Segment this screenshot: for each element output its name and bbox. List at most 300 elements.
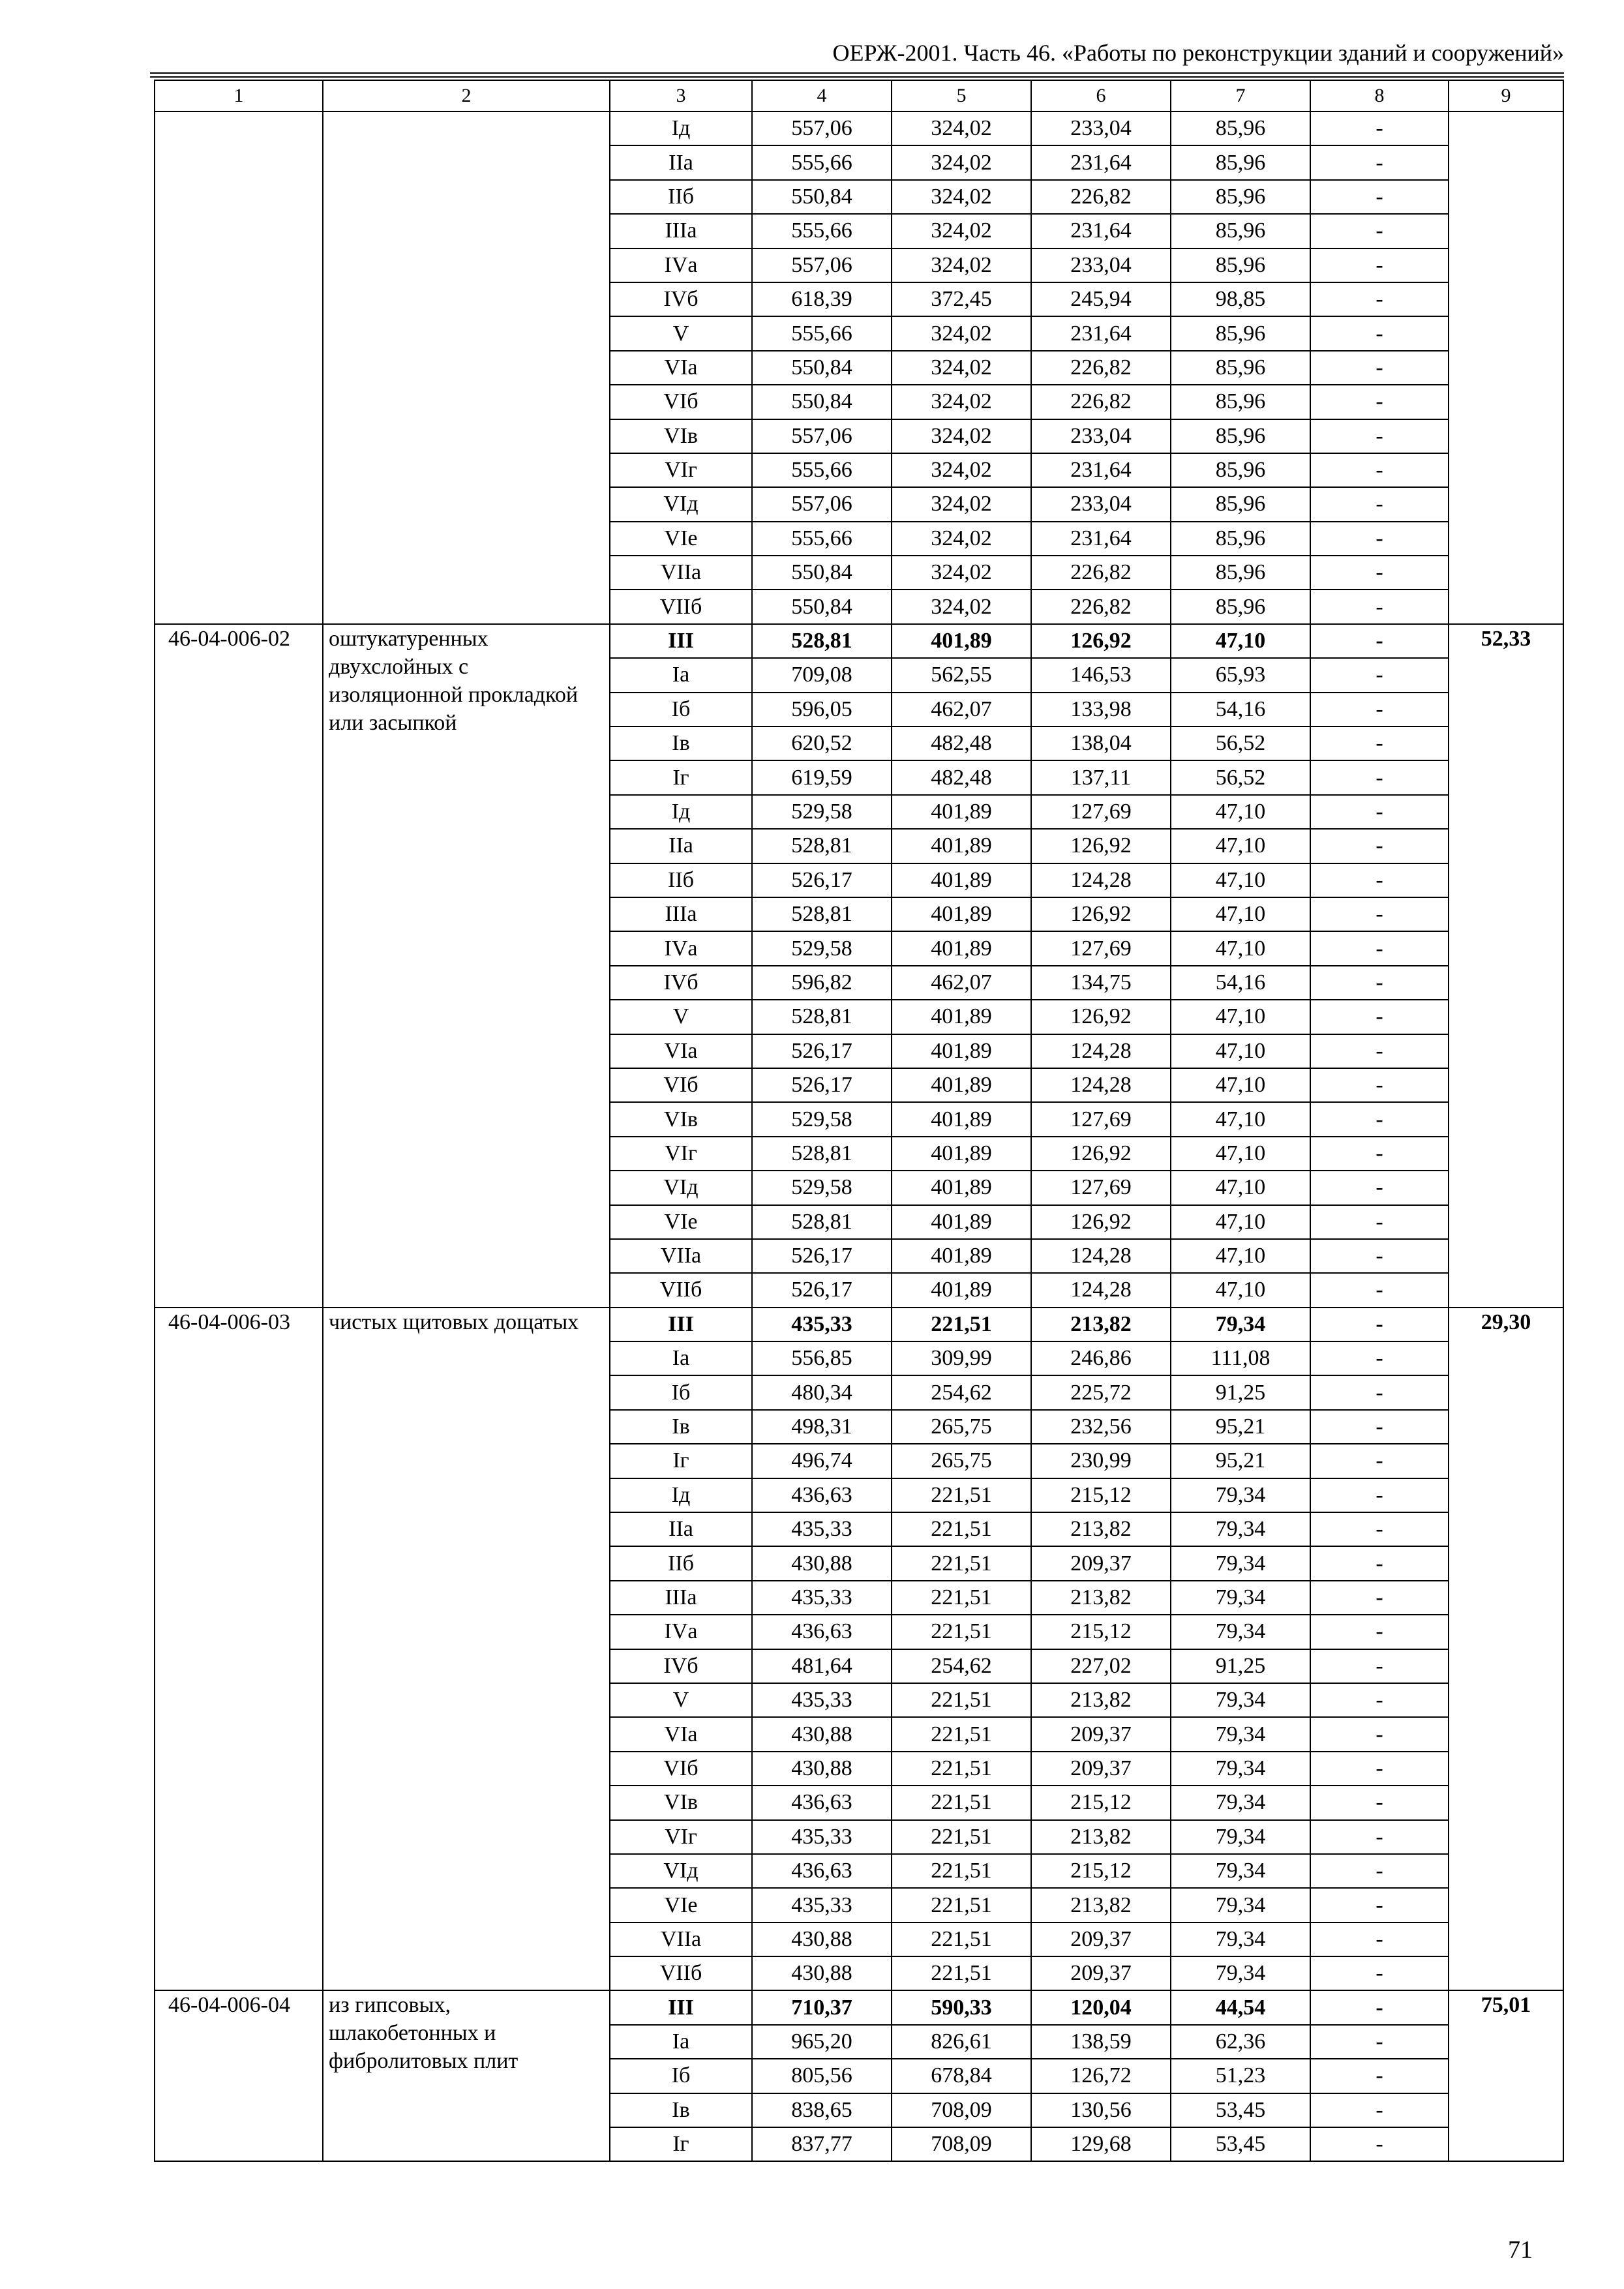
wages: 324,02 xyxy=(892,590,1031,623)
materials: - xyxy=(1310,1375,1449,1409)
machine-cost: 126,92 xyxy=(1031,1000,1171,1034)
wages: 265,75 xyxy=(892,1410,1031,1444)
machinist-wages: 98,85 xyxy=(1171,282,1310,316)
machinist-wages: 85,96 xyxy=(1171,419,1310,453)
zone-code: VIб xyxy=(610,385,752,419)
zone-code: IIа xyxy=(610,829,752,863)
machinist-wages: 79,34 xyxy=(1171,1615,1310,1649)
wages: 324,02 xyxy=(892,316,1031,350)
zone-code: Iд xyxy=(610,1478,752,1512)
zone-code: VIа xyxy=(610,1717,752,1751)
wages: 678,84 xyxy=(892,2059,1031,2093)
total-cost: 435,33 xyxy=(752,1581,892,1615)
column-number: 4 xyxy=(752,80,892,112)
machine-cost: 245,94 xyxy=(1031,282,1171,316)
machinist-wages: 47,10 xyxy=(1171,829,1310,863)
materials: - xyxy=(1310,282,1449,316)
zone-code: Iг xyxy=(610,2127,752,2161)
zone-code: Iв xyxy=(610,2093,752,2127)
machinist-wages: 53,45 xyxy=(1171,2093,1310,2127)
zone-code: IIб xyxy=(610,180,752,214)
machinist-wages: 85,96 xyxy=(1171,351,1310,385)
materials: - xyxy=(1310,897,1449,931)
total-cost: 430,88 xyxy=(752,1546,892,1580)
wages: 221,51 xyxy=(892,1888,1031,1922)
machinist-wages: 56,52 xyxy=(1171,760,1310,794)
total-cost: 436,63 xyxy=(752,1786,892,1819)
machine-cost: 126,92 xyxy=(1031,897,1171,931)
wages: 401,89 xyxy=(892,1102,1031,1136)
machine-cost: 124,28 xyxy=(1031,1273,1171,1307)
wages: 482,48 xyxy=(892,760,1031,794)
machine-cost: 213,82 xyxy=(1031,1820,1171,1854)
total-cost: 480,34 xyxy=(752,1375,892,1409)
materials: - xyxy=(1310,145,1449,179)
materials: - xyxy=(1310,1956,1449,1990)
wages: 324,02 xyxy=(892,248,1031,282)
machinist-wages: 85,96 xyxy=(1171,248,1310,282)
zone-code: VIа xyxy=(610,351,752,385)
machinist-wages: 79,34 xyxy=(1171,1478,1310,1512)
wages: 401,89 xyxy=(892,829,1031,863)
materials: - xyxy=(1310,1273,1449,1307)
wages: 401,89 xyxy=(892,624,1031,658)
machinist-wages: 85,96 xyxy=(1171,385,1310,419)
machine-cost: 146,53 xyxy=(1031,658,1171,692)
wages: 462,07 xyxy=(892,693,1031,726)
machinist-wages: 53,45 xyxy=(1171,2127,1310,2161)
machine-cost: 120,04 xyxy=(1031,1990,1171,2024)
machinist-wages: 85,96 xyxy=(1171,556,1310,590)
wages: 401,89 xyxy=(892,1239,1031,1273)
zone-code: VIIб xyxy=(610,590,752,623)
machine-cost: 124,28 xyxy=(1031,1034,1171,1068)
zone-code: Iб xyxy=(610,693,752,726)
machine-cost: 209,37 xyxy=(1031,1752,1171,1786)
total-cost: 550,84 xyxy=(752,590,892,623)
materials: - xyxy=(1310,590,1449,623)
wages: 221,51 xyxy=(892,1717,1031,1751)
machinist-wages: 47,10 xyxy=(1171,897,1310,931)
machinist-wages: 85,96 xyxy=(1171,214,1310,248)
machinist-wages: 111,08 xyxy=(1171,1341,1310,1375)
machine-cost: 231,64 xyxy=(1031,316,1171,350)
wages: 590,33 xyxy=(892,1990,1031,2024)
materials: - xyxy=(1310,693,1449,726)
wages: 562,55 xyxy=(892,658,1031,692)
zone-code: VIа xyxy=(610,1034,752,1068)
wages: 401,89 xyxy=(892,1068,1031,1102)
zone-code: VIв xyxy=(610,1786,752,1819)
machine-cost: 227,02 xyxy=(1031,1649,1171,1683)
item-name xyxy=(323,112,610,624)
zone-code: IIб xyxy=(610,863,752,897)
total-cost: 526,17 xyxy=(752,1068,892,1102)
zone-code: Iа xyxy=(610,658,752,692)
total-cost: 528,81 xyxy=(752,829,892,863)
total-cost: 430,88 xyxy=(752,1717,892,1751)
wages: 265,75 xyxy=(892,1444,1031,1478)
zone-code: VIе xyxy=(610,1888,752,1922)
column-number: 8 xyxy=(1310,80,1449,112)
machine-cost: 126,92 xyxy=(1031,1205,1171,1239)
total-cost: 498,31 xyxy=(752,1410,892,1444)
total-cost: 618,39 xyxy=(752,282,892,316)
total-cost: 550,84 xyxy=(752,180,892,214)
machinist-wages: 47,10 xyxy=(1171,795,1310,829)
machine-cost: 126,72 xyxy=(1031,2059,1171,2093)
zone-code: IIб xyxy=(610,1546,752,1580)
machinist-wages: 79,34 xyxy=(1171,1888,1310,1922)
machine-cost: 226,82 xyxy=(1031,590,1171,623)
wages: 324,02 xyxy=(892,145,1031,179)
wages: 221,51 xyxy=(892,1922,1031,1956)
machine-cost: 209,37 xyxy=(1031,1546,1171,1580)
labor-cost: 29,30 xyxy=(1449,1308,1563,1991)
item-name: чистых щитовых дощатых xyxy=(323,1308,610,1991)
machinist-wages: 56,52 xyxy=(1171,726,1310,760)
machine-cost: 232,56 xyxy=(1031,1410,1171,1444)
materials: - xyxy=(1310,1000,1449,1034)
page-header-title: ОЕРЖ-2001. Часть 46. «Работы по реконструкции зданий и сооружений» xyxy=(832,40,1564,66)
machinist-wages: 79,34 xyxy=(1171,1581,1310,1615)
zone-code: IVб xyxy=(610,1649,752,1683)
wages: 401,89 xyxy=(892,897,1031,931)
item-name: из гипсовых, шлакобетонных и фибролитовых плит xyxy=(323,1990,610,2161)
wages: 324,02 xyxy=(892,351,1031,385)
materials: - xyxy=(1310,1478,1449,1512)
machinist-wages: 47,10 xyxy=(1171,863,1310,897)
machine-cost: 215,12 xyxy=(1031,1478,1171,1512)
machine-cost: 213,82 xyxy=(1031,1888,1171,1922)
machinist-wages: 79,34 xyxy=(1171,1854,1310,1888)
materials: - xyxy=(1310,1239,1449,1273)
machinist-wages: 79,34 xyxy=(1171,1717,1310,1751)
total-cost: 555,66 xyxy=(752,214,892,248)
zone-code: VIе xyxy=(610,522,752,556)
total-cost: 435,33 xyxy=(752,1308,892,1341)
zone-code: IVб xyxy=(610,966,752,1000)
total-cost: 435,33 xyxy=(752,1512,892,1546)
wages: 309,99 xyxy=(892,1341,1031,1375)
materials: - xyxy=(1310,1137,1449,1171)
machine-cost: 246,86 xyxy=(1031,1341,1171,1375)
item-code: 46-04-006-04 xyxy=(155,1990,323,2161)
column-number: 5 xyxy=(892,80,1031,112)
table-row xyxy=(155,1990,1563,2024)
machine-cost: 233,04 xyxy=(1031,419,1171,453)
total-cost: 528,81 xyxy=(752,897,892,931)
wages: 221,51 xyxy=(892,1615,1031,1649)
total-cost: 436,63 xyxy=(752,1615,892,1649)
machinist-wages: 85,96 xyxy=(1171,522,1310,556)
machinist-wages: 79,34 xyxy=(1171,1956,1310,1990)
total-cost: 838,65 xyxy=(752,2093,892,2127)
total-cost: 837,77 xyxy=(752,2127,892,2161)
machinist-wages: 62,36 xyxy=(1171,2025,1310,2059)
machinist-wages: 91,25 xyxy=(1171,1649,1310,1683)
zone-code: VIIа xyxy=(610,1239,752,1273)
price-table xyxy=(154,80,1564,2162)
zone-code: Iд xyxy=(610,795,752,829)
materials: - xyxy=(1310,1308,1449,1341)
table-row xyxy=(155,112,1563,145)
wages: 401,89 xyxy=(892,1000,1031,1034)
machine-cost: 124,28 xyxy=(1031,863,1171,897)
machinist-wages: 85,96 xyxy=(1171,180,1310,214)
zone-code: III xyxy=(610,1990,752,2024)
labor-cost: 52,33 xyxy=(1449,624,1563,1308)
machinist-wages: 47,10 xyxy=(1171,1239,1310,1273)
machine-cost: 233,04 xyxy=(1031,248,1171,282)
zone-code: Iг xyxy=(610,760,752,794)
wages: 826,61 xyxy=(892,2025,1031,2059)
materials: - xyxy=(1310,1546,1449,1580)
total-cost: 557,06 xyxy=(752,248,892,282)
total-cost: 557,06 xyxy=(752,419,892,453)
total-cost: 596,82 xyxy=(752,966,892,1000)
machinist-wages: 44,54 xyxy=(1171,1990,1310,2024)
wages: 221,51 xyxy=(892,1956,1031,1990)
machinist-wages: 47,10 xyxy=(1171,1171,1310,1204)
column-number-row xyxy=(155,80,1563,112)
zone-code: IIа xyxy=(610,145,752,179)
zone-code: IIIа xyxy=(610,214,752,248)
materials: - xyxy=(1310,2059,1449,2093)
machinist-wages: 54,16 xyxy=(1171,966,1310,1000)
zone-code: III xyxy=(610,1308,752,1341)
wages: 401,89 xyxy=(892,795,1031,829)
materials: - xyxy=(1310,453,1449,487)
wages: 401,89 xyxy=(892,1205,1031,1239)
column-number: 9 xyxy=(1449,80,1563,112)
machinist-wages: 85,96 xyxy=(1171,112,1310,145)
materials: - xyxy=(1310,1820,1449,1854)
machinist-wages: 47,10 xyxy=(1171,1102,1310,1136)
wages: 221,51 xyxy=(892,1820,1031,1854)
machine-cost: 209,37 xyxy=(1031,1717,1171,1751)
total-cost: 965,20 xyxy=(752,2025,892,2059)
zone-code: VIIб xyxy=(610,1273,752,1307)
total-cost: 620,52 xyxy=(752,726,892,760)
column-number: 1 xyxy=(155,80,323,112)
total-cost: 555,66 xyxy=(752,316,892,350)
total-cost: 555,66 xyxy=(752,453,892,487)
materials: - xyxy=(1310,1444,1449,1478)
machinist-wages: 95,21 xyxy=(1171,1444,1310,1478)
materials: - xyxy=(1310,1341,1449,1375)
zone-code: VIг xyxy=(610,453,752,487)
machine-cost: 231,64 xyxy=(1031,522,1171,556)
machinist-wages: 47,10 xyxy=(1171,931,1310,965)
column-number: 2 xyxy=(323,80,610,112)
zone-code: VIг xyxy=(610,1137,752,1171)
wages: 324,02 xyxy=(892,419,1031,453)
materials: - xyxy=(1310,1034,1449,1068)
total-cost: 526,17 xyxy=(752,1239,892,1273)
machinist-wages: 65,93 xyxy=(1171,658,1310,692)
zone-code: VIд xyxy=(610,1854,752,1888)
machinist-wages: 79,34 xyxy=(1171,1786,1310,1819)
zone-code: V xyxy=(610,1000,752,1034)
machine-cost: 213,82 xyxy=(1031,1308,1171,1341)
machine-cost: 130,56 xyxy=(1031,2093,1171,2127)
machine-cost: 233,04 xyxy=(1031,112,1171,145)
materials: - xyxy=(1310,1512,1449,1546)
zone-code: VIв xyxy=(610,1102,752,1136)
zone-code: Iб xyxy=(610,1375,752,1409)
zone-code: VIд xyxy=(610,487,752,521)
materials: - xyxy=(1310,1102,1449,1136)
machine-cost: 226,82 xyxy=(1031,180,1171,214)
materials: - xyxy=(1310,658,1449,692)
zone-code: VIIб xyxy=(610,1956,752,1990)
labor-cost xyxy=(1449,112,1563,624)
zone-code: VIд xyxy=(610,1171,752,1204)
total-cost: 619,59 xyxy=(752,760,892,794)
zone-code: VIIа xyxy=(610,556,752,590)
zone-code: VIг xyxy=(610,1820,752,1854)
machine-cost: 124,28 xyxy=(1031,1239,1171,1273)
zone-code: III xyxy=(610,624,752,658)
total-cost: 529,58 xyxy=(752,795,892,829)
machinist-wages: 51,23 xyxy=(1171,2059,1310,2093)
wages: 401,89 xyxy=(892,863,1031,897)
materials: - xyxy=(1310,1990,1449,2024)
total-cost: 430,88 xyxy=(752,1956,892,1990)
machinist-wages: 54,16 xyxy=(1171,693,1310,726)
machinist-wages: 79,34 xyxy=(1171,1683,1310,1717)
wages: 324,02 xyxy=(892,112,1031,145)
materials: - xyxy=(1310,1786,1449,1819)
machine-cost: 213,82 xyxy=(1031,1683,1171,1717)
total-cost: 710,37 xyxy=(752,1990,892,2024)
wages: 401,89 xyxy=(892,1034,1031,1068)
materials: - xyxy=(1310,1581,1449,1615)
zone-code: IIIа xyxy=(610,1581,752,1615)
zone-code: V xyxy=(610,316,752,350)
wages: 401,89 xyxy=(892,1137,1031,1171)
machine-cost: 226,82 xyxy=(1031,351,1171,385)
materials: - xyxy=(1310,2127,1449,2161)
materials: - xyxy=(1310,931,1449,965)
materials: - xyxy=(1310,1615,1449,1649)
zone-code: Iа xyxy=(610,2025,752,2059)
machinist-wages: 95,21 xyxy=(1171,1410,1310,1444)
total-cost: 550,84 xyxy=(752,351,892,385)
materials: - xyxy=(1310,726,1449,760)
wages: 324,02 xyxy=(892,214,1031,248)
wages: 221,51 xyxy=(892,1683,1031,1717)
machine-cost: 215,12 xyxy=(1031,1854,1171,1888)
zone-code: IIа xyxy=(610,1512,752,1546)
materials: - xyxy=(1310,248,1449,282)
machinist-wages: 79,34 xyxy=(1171,1546,1310,1580)
wages: 482,48 xyxy=(892,726,1031,760)
machine-cost: 126,92 xyxy=(1031,829,1171,863)
wages: 221,51 xyxy=(892,1478,1031,1512)
machinist-wages: 85,96 xyxy=(1171,145,1310,179)
zone-code: VIIа xyxy=(610,1922,752,1956)
wages: 324,02 xyxy=(892,180,1031,214)
total-cost: 529,58 xyxy=(752,931,892,965)
materials: - xyxy=(1310,419,1449,453)
total-cost: 550,84 xyxy=(752,385,892,419)
column-number: 6 xyxy=(1031,80,1171,112)
materials: - xyxy=(1310,2025,1449,2059)
column-number: 3 xyxy=(610,80,752,112)
wages: 221,51 xyxy=(892,1308,1031,1341)
total-cost: 526,17 xyxy=(752,863,892,897)
machine-cost: 215,12 xyxy=(1031,1786,1171,1819)
machinist-wages: 79,34 xyxy=(1171,1820,1310,1854)
materials: - xyxy=(1310,487,1449,521)
materials: - xyxy=(1310,760,1449,794)
wages: 401,89 xyxy=(892,1171,1031,1204)
total-cost: 528,81 xyxy=(752,1137,892,1171)
total-cost: 550,84 xyxy=(752,556,892,590)
materials: - xyxy=(1310,795,1449,829)
machine-cost: 231,64 xyxy=(1031,145,1171,179)
materials: - xyxy=(1310,214,1449,248)
machinist-wages: 47,10 xyxy=(1171,1000,1310,1034)
labor-cost: 75,01 xyxy=(1449,1990,1563,2161)
column-number: 7 xyxy=(1171,80,1310,112)
materials: - xyxy=(1310,829,1449,863)
wages: 708,09 xyxy=(892,2127,1031,2161)
zone-code: Iа xyxy=(610,1341,752,1375)
total-cost: 528,81 xyxy=(752,1000,892,1034)
zone-code: Iб xyxy=(610,2059,752,2093)
machinist-wages: 79,34 xyxy=(1171,1512,1310,1546)
zone-code: IIIа xyxy=(610,897,752,931)
machine-cost: 231,64 xyxy=(1031,453,1171,487)
machine-cost: 213,82 xyxy=(1031,1512,1171,1546)
materials: - xyxy=(1310,1922,1449,1956)
materials: - xyxy=(1310,624,1449,658)
wages: 372,45 xyxy=(892,282,1031,316)
zone-code: IVа xyxy=(610,1615,752,1649)
total-cost: 435,33 xyxy=(752,1820,892,1854)
machinist-wages: 47,10 xyxy=(1171,1034,1310,1068)
machinist-wages: 47,10 xyxy=(1171,624,1310,658)
total-cost: 435,33 xyxy=(752,1888,892,1922)
total-cost: 481,64 xyxy=(752,1649,892,1683)
page-number: 71 xyxy=(1508,2236,1533,2264)
machine-cost: 138,04 xyxy=(1031,726,1171,760)
zone-code: VIб xyxy=(610,1068,752,1102)
machine-cost: 209,37 xyxy=(1031,1922,1171,1956)
machine-cost: 126,92 xyxy=(1031,1137,1171,1171)
materials: - xyxy=(1310,385,1449,419)
table-row xyxy=(155,624,1563,658)
machine-cost: 127,69 xyxy=(1031,1171,1171,1204)
wages: 708,09 xyxy=(892,2093,1031,2127)
zone-code: Iв xyxy=(610,1410,752,1444)
wages: 221,51 xyxy=(892,1546,1031,1580)
zone-code: V xyxy=(610,1683,752,1717)
total-cost: 436,63 xyxy=(752,1478,892,1512)
zone-code: IVб xyxy=(610,282,752,316)
machine-cost: 127,69 xyxy=(1031,931,1171,965)
machine-cost: 213,82 xyxy=(1031,1581,1171,1615)
total-cost: 528,81 xyxy=(752,624,892,658)
total-cost: 528,81 xyxy=(752,1205,892,1239)
machine-cost: 133,98 xyxy=(1031,693,1171,726)
wages: 324,02 xyxy=(892,385,1031,419)
total-cost: 496,74 xyxy=(752,1444,892,1478)
machine-cost: 230,99 xyxy=(1031,1444,1171,1478)
